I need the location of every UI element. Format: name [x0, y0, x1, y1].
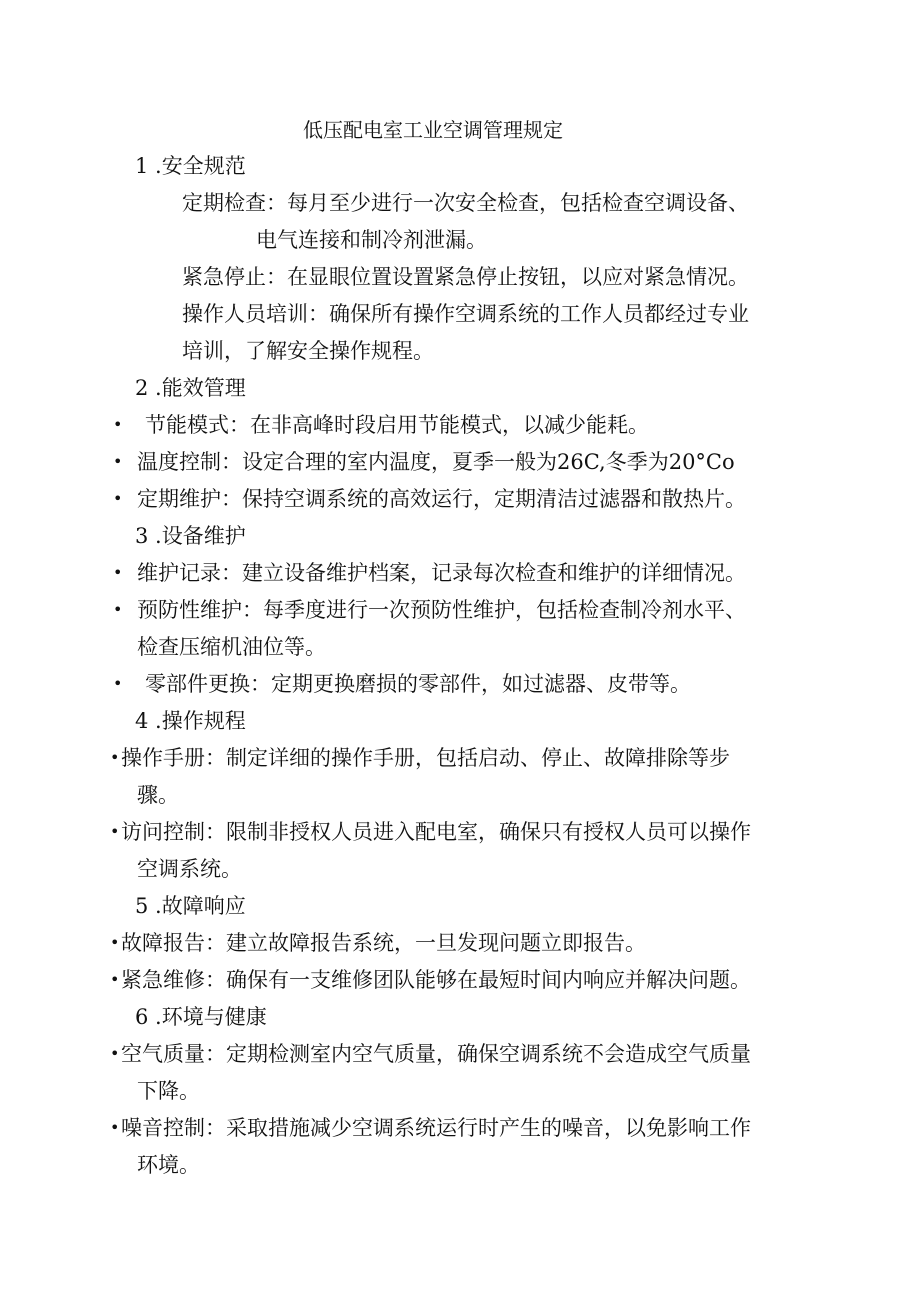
list-item-line: 操作手册：制定详细的操作手册，包括启动、停止、故障排除等步 [121, 746, 730, 770]
bullet-marker: • [113, 452, 123, 471]
list-item-line: 空气质量：定期检测室内空气质量，确保空调系统不会造成空气质量 [121, 1042, 751, 1066]
bullet-marker: • [110, 933, 120, 952]
list-item-line: 定期维护：保持空调系统的高效运行，定期清洁过滤器和散热片。 [137, 487, 746, 511]
list-item-line: 噪音控制：采取措施减少空调系统运行时产生的噪音，以免影响工作 [121, 1116, 751, 1140]
bullet-marker: • [110, 970, 120, 989]
list-item-line: 预防性维护：每季度进行一次预防性维护，包括检查制冷剂水平、 [137, 598, 746, 622]
section-heading-4: 4 .操作规程 [135, 709, 246, 733]
list-item-line: 故障报告：建立故障报告系统，一旦发现问题立即报告。 [121, 931, 646, 955]
list-item-line: 零部件更换：定期更换磨损的零部件，如过滤器、皮带等。 [145, 672, 691, 696]
list-item-line: 温度控制：设定合理的室内温度，夏季一般为26C,冬季为20°Co [137, 450, 735, 474]
bullet-marker: • [113, 489, 123, 508]
paragraph-line: 紧急停止：在显眼位置设置紧急停止按钮，以应对紧急情况。 [182, 265, 749, 289]
section-heading-1: 1 .安全规范 [135, 154, 246, 178]
section-heading-5: 5 .故障响应 [135, 894, 246, 918]
bullet-marker: • [113, 415, 123, 434]
list-item-line: 环境。 [137, 1153, 200, 1177]
list-item-line: 紧急维修：确保有一支维修团队能够在最短时间内响应并解决问题。 [121, 968, 751, 992]
bullet-marker: • [110, 1118, 120, 1137]
paragraph-line: 操作人员培训：确保所有操作空调系统的工作人员都经过专业 [182, 302, 749, 326]
list-item-line: 骤。 [137, 783, 179, 807]
bullet-marker: • [113, 674, 123, 693]
paragraph-line: 培训，了解安全操作规程。 [182, 339, 434, 363]
list-item-line: 访问控制：限制非授权人员进入配电室，确保只有授权人员可以操作 [121, 820, 751, 844]
document-title: 低压配电室工业空调管理规定 [303, 118, 563, 142]
list-item-line: 空调系统。 [137, 857, 242, 881]
bullet-marker: • [110, 822, 120, 841]
bullet-marker: • [110, 748, 120, 767]
bullet-marker: • [110, 1044, 120, 1063]
bullet-marker: • [113, 563, 123, 582]
section-heading-2: 2 .能效管理 [135, 376, 246, 400]
list-item-line: 维护记录：建立设备维护档案，记录每次检查和维护的详细情况。 [137, 561, 746, 585]
paragraph-line: 定期检查：每月至少进行一次安全检查，包括检查空调设备、 [182, 191, 749, 215]
section-heading-6: 6 .环境与健康 [135, 1005, 267, 1029]
bullet-marker: • [113, 600, 123, 619]
list-item-line: 检查压缩机油位等。 [137, 635, 326, 659]
section-heading-3: 3 .设备维护 [135, 524, 246, 548]
list-item-line: 下降。 [137, 1079, 200, 1103]
list-item-line: 节能模式：在非高峰时段启用节能模式，以减少能耗。 [145, 413, 649, 437]
paragraph-line: 电气连接和制冷剂泄漏。 [256, 228, 487, 252]
